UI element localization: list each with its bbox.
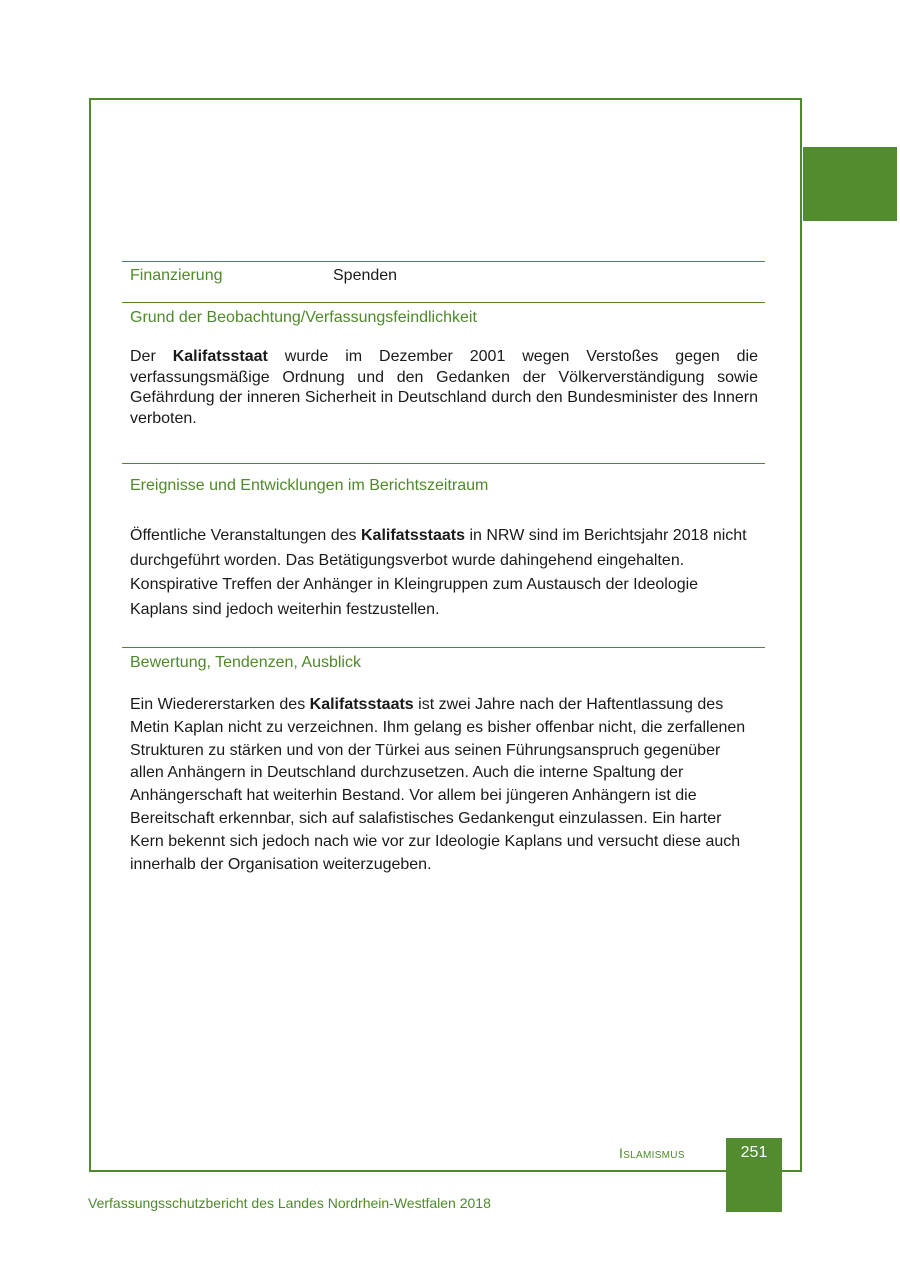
- paragraph-bewertung-pre: Ein Wiedererstarken des: [130, 696, 310, 713]
- divider-grund: [122, 302, 765, 303]
- paragraph-ereignisse-pre: Öffentliche Veranstaltungen des: [130, 527, 361, 544]
- paragraph-ereignisse-bold: Kalifatsstaats: [360, 527, 466, 544]
- page-frame: [89, 98, 802, 1172]
- chapter-tab-marker: [803, 147, 897, 221]
- heading-grund: Grund der Beobachtung/Verfassungsfeindlichkeit: [130, 309, 477, 326]
- heading-bewertung: Bewertung, Tendenzen, Ausblick: [130, 654, 361, 671]
- paragraph-ereignisse: [130, 524, 758, 622]
- footer-report-title: Verfassungsschutzbericht des Landes Nordrhein-Westfalen 2018: [88, 1195, 491, 1211]
- page-number-box: [726, 1138, 782, 1212]
- divider-top: [122, 261, 765, 262]
- finanzierung-label: Finanzierung: [130, 267, 223, 284]
- footer-section-name: Islamismus: [619, 1145, 685, 1161]
- page-number: 251: [740, 1144, 768, 1161]
- heading-ereignisse: Ereignisse und Entwicklungen im Berichtszeitraum: [130, 477, 489, 494]
- paragraph-ereignisse-post: in NRW sind im Berichtsjahr 2018 nicht durchgeführt worden. Das Betätigungsverbot wurde dahingehend eingehalten. Konspirative Treffen der Anhänger in Kleingruppen zum Austausch der Ideologie Kaplans sind jedoch weiterhin festzustellen.: [130, 527, 747, 618]
- divider-bewertung: [122, 647, 765, 648]
- divider-ereignisse: [122, 463, 765, 464]
- paragraph-grund-bold: Kalifatsstaat: [172, 348, 268, 365]
- paragraph-bewertung: [130, 694, 758, 876]
- paragraph-bewertung-post: ist zwei Jahre nach der Haftentlassung des Metin Kaplan nicht zu verzeichnen. Ihm gelang es bisher offenbar nicht, die zerfallenen Strukturen zu stärken und von der Türkei aus seinen Führungsanspruch gegenüber allen Anhängern in Deutschland durchzusetzen. Auch die interne Spaltung der Anhängerschaft hat weiterhin Bestand. Vor allem bei jüngeren Anhängern ist die Bereitschaft erkennbar, sich auf salafistisches Gedankengut einzulassen. Ein harter Kern bekennt sich jedoch nach wie vor zur Ideologie Kaplans und versucht diese auch innerhalb der Organisation weiterzugeben.: [130, 696, 746, 873]
- finanzierung-value: Spenden: [333, 267, 398, 284]
- paragraph-grund-pre: Der: [130, 348, 173, 365]
- paragraph-grund: [130, 347, 758, 429]
- paragraph-bewertung-bold: Kalifatsstaats: [309, 696, 414, 713]
- paragraph-grund-post: wurde im Dezember 2001 wegen Verstoßes gegen die verfassungsmäßige Ordnung und den Gedanken der Völkerverständigung sowie Gefährdung der inneren Sicherheit in Deutschland durch den Bundesminister des Innern verboten.: [130, 348, 758, 427]
